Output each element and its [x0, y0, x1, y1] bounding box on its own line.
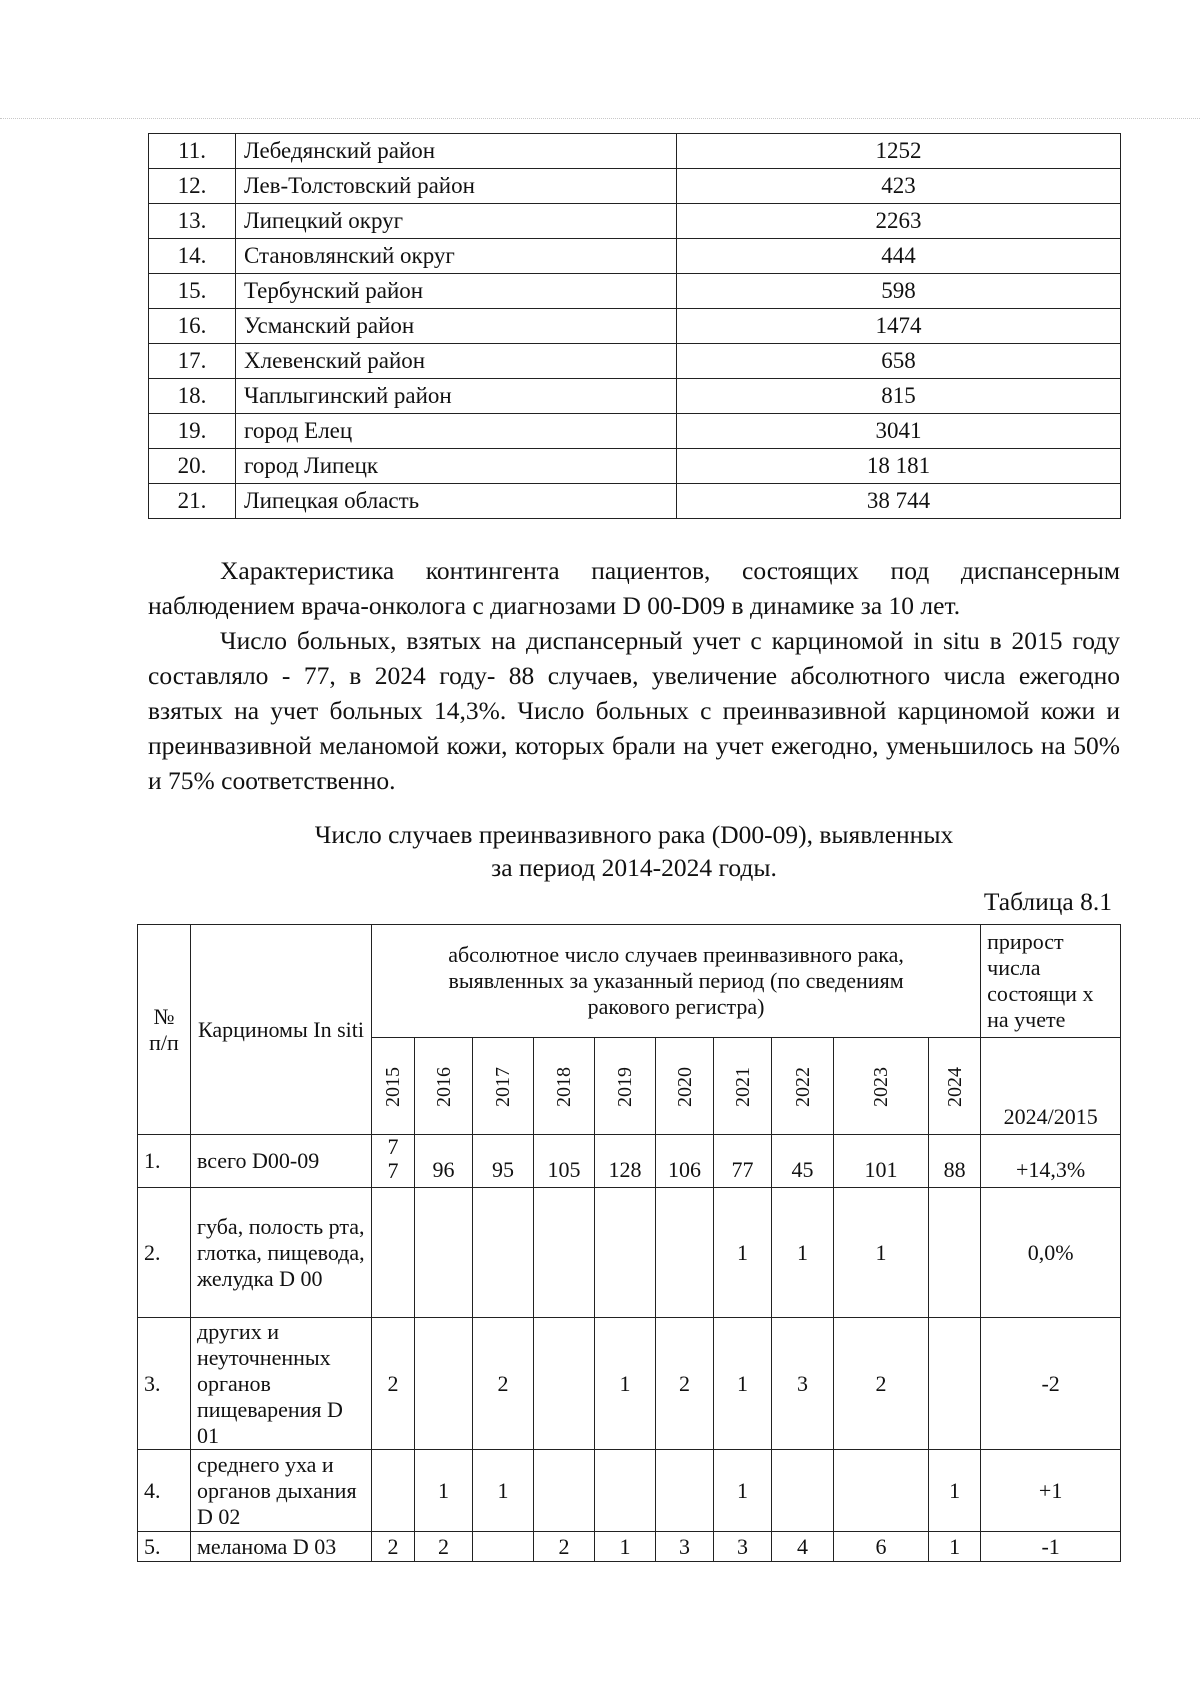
row-year-value: [595, 1450, 656, 1532]
table-caption-line1: Число случаев преинвазивного рака (D00-09), выявленных: [314, 820, 954, 849]
row-diagnosis: меланома D 03: [191, 1532, 372, 1562]
row-number: 4.: [138, 1450, 191, 1532]
row-year-value: [534, 1318, 595, 1450]
row-number: 12.: [149, 169, 236, 204]
row-number: 14.: [149, 239, 236, 274]
row-diagnosis: других и неуточненных органов пищеварения D 01: [191, 1318, 372, 1450]
district-name: Усманский район: [236, 309, 677, 344]
row-year-value: 1: [929, 1450, 981, 1532]
preinvasive-cancer-table: [137, 924, 1121, 1562]
district-name: Липецкая область: [236, 484, 677, 519]
row-year-value: 1: [929, 1532, 981, 1562]
header-year-label: 2022: [791, 1066, 814, 1107]
district-name: город Липецк: [236, 449, 677, 484]
row-number: 18.: [149, 379, 236, 414]
header-growth: прирост числа состоящи х на учете: [981, 925, 1121, 1038]
table-number-label: Таблица 8.1: [983, 887, 1112, 916]
scan-artifact-line: [0, 118, 1200, 119]
row-year-value: [929, 1188, 981, 1318]
header-year-label: 2017: [492, 1066, 514, 1107]
row-diagnosis: среднего уха и органов дыхания D 02: [191, 1450, 372, 1532]
table-row: [149, 239, 1121, 274]
header-year-label: 2020: [673, 1066, 696, 1107]
row-year-value: 1: [772, 1188, 834, 1318]
table-row: [149, 169, 1121, 204]
row-year-value: [534, 1188, 595, 1318]
row-year-value: 1: [714, 1450, 772, 1532]
row-number: 16.: [149, 309, 236, 344]
row-year-value: [534, 1450, 595, 1532]
table-caption-line2: за период 2014-2024 годы.: [491, 853, 777, 882]
district-name: Лебедянский район: [236, 134, 677, 169]
row-year-value: [772, 1450, 834, 1532]
district-name: Становлянский округ: [236, 239, 677, 274]
row-growth: -2: [981, 1318, 1121, 1450]
row-year-value: 1: [714, 1318, 772, 1450]
header-year: [534, 1038, 595, 1135]
table-row: [149, 449, 1121, 484]
header-year-label: 2019: [614, 1066, 636, 1107]
table-row: [149, 274, 1121, 309]
table-row: [149, 344, 1121, 379]
table-row: [149, 134, 1121, 169]
district-value: 2263: [677, 204, 1121, 239]
row-year-value: 128: [595, 1135, 656, 1188]
table-row: [138, 1450, 1121, 1532]
header-year-label: 2023: [870, 1066, 892, 1107]
row-year-value: 105: [534, 1135, 595, 1188]
row-year-value: [595, 1188, 656, 1318]
row-year-value: 2: [415, 1532, 473, 1562]
row-year-value: 2: [656, 1318, 714, 1450]
row-year-value: [656, 1450, 714, 1532]
header-year: [772, 1038, 834, 1135]
district-name: Хлевенский район: [236, 344, 677, 379]
row-year-value: 2: [834, 1318, 929, 1450]
table-row: [149, 204, 1121, 239]
district-value: 18 181: [677, 449, 1121, 484]
row-year-value: 88: [929, 1135, 981, 1188]
row-year-value: 45: [772, 1135, 834, 1188]
row-growth: +1: [981, 1450, 1121, 1532]
row-year-value: 106: [656, 1135, 714, 1188]
table-row: [149, 484, 1121, 519]
header-year: [656, 1038, 714, 1135]
header-year: [714, 1038, 772, 1135]
district-value: 38 744: [677, 484, 1121, 519]
header-year: [929, 1038, 981, 1135]
header-year-label: 2024: [943, 1066, 966, 1107]
row-year-value: 101: [834, 1135, 929, 1188]
row-year-value: 2: [534, 1532, 595, 1562]
row-year-value: 95: [473, 1135, 534, 1188]
district-value: 1474: [677, 309, 1121, 344]
header-year: [834, 1038, 929, 1135]
header-growth-period: 2024/2015: [981, 1038, 1121, 1135]
row-year-value: 77: [714, 1135, 772, 1188]
row-year-value: 3: [656, 1532, 714, 1562]
district-name: город Елец: [236, 414, 677, 449]
header-year: [473, 1038, 534, 1135]
row-year-value: 4: [772, 1532, 834, 1562]
row-growth: 0,0%: [981, 1188, 1121, 1318]
row-year-value: 2: [372, 1318, 415, 1450]
districts-table-body: [149, 134, 1121, 519]
row-year-value: 2: [473, 1318, 534, 1450]
district-value: 444: [677, 239, 1121, 274]
row-diagnosis: всего D00-09: [191, 1135, 372, 1188]
row-year-value: 96: [415, 1135, 473, 1188]
district-value: 3041: [677, 414, 1121, 449]
row-year-value: [656, 1188, 714, 1318]
paragraph-contingent: Характеристика контингента пациентов, состоящих под диспансерным наблюдением врача-онколога с диагнозами D 00-D09 в динамике за 10 лет.: [148, 556, 1120, 620]
row-number: 3.: [138, 1318, 191, 1450]
row-number: 13.: [149, 204, 236, 239]
district-value: 423: [677, 169, 1121, 204]
preinvasive-table-body: [138, 1135, 1121, 1562]
paragraph-in-situ-stats: Число больных, взятых на диспансерный учет с карциномой in situ в 2015 году составляло - 77, в 2024 году- 88 случаев, увеличение абсолютного числа ежегодно взятых на учет больных 14,3%. Число больных с преинвазивной карциномой кожи и преинвазивной меланомой кожи, которых брали на учет ежегодно, уменьшилось на 50% и 75% соответственно.: [148, 626, 1120, 795]
header-num: № п/п: [138, 925, 191, 1135]
header-group: абсолютное число случаев преинвазивного рака, выявленных за указанный период (по сведениям ракового регистра): [372, 925, 981, 1038]
row-number: 19.: [149, 414, 236, 449]
row-year-value: [929, 1318, 981, 1450]
row-year-value: 3: [714, 1532, 772, 1562]
table-row: [138, 1532, 1121, 1562]
row-growth: -1: [981, 1532, 1121, 1562]
row-number: 17.: [149, 344, 236, 379]
row-diagnosis: губа, полость рта, глотка, пищевода, желудка D 00: [191, 1188, 372, 1318]
header-year-label: 2018: [553, 1066, 575, 1107]
district-name: Липецкий округ: [236, 204, 677, 239]
table-row: [138, 1135, 1121, 1188]
row-year-value: [415, 1318, 473, 1450]
header-name: Карциномы In siti: [191, 925, 372, 1135]
district-name: Тербунский район: [236, 274, 677, 309]
district-value: 1252: [677, 134, 1121, 169]
row-year-value: 1: [834, 1188, 929, 1318]
row-number: 11.: [149, 134, 236, 169]
row-number: 15.: [149, 274, 236, 309]
district-name: Лев-Толстовский район: [236, 169, 677, 204]
row-number: 1.: [138, 1135, 191, 1188]
header-year: [372, 1038, 415, 1135]
district-value: 658: [677, 344, 1121, 379]
row-year-value: [372, 1450, 415, 1532]
table-row: [149, 309, 1121, 344]
row-year-value: 3: [772, 1318, 834, 1450]
row-year-value: 1: [714, 1188, 772, 1318]
districts-table: [148, 133, 1121, 519]
header-year-label: 2021: [731, 1066, 754, 1107]
table-row: [149, 379, 1121, 414]
row-year-value: 77: [372, 1135, 415, 1188]
row-year-value: [372, 1188, 415, 1318]
row-year-value: [834, 1450, 929, 1532]
row-year-value: 2: [372, 1532, 415, 1562]
row-year-value: [473, 1188, 534, 1318]
header-year-label: 2016: [432, 1066, 455, 1107]
row-number: 5.: [138, 1532, 191, 1562]
row-year-value: 1: [595, 1318, 656, 1450]
row-number: 20.: [149, 449, 236, 484]
row-year-value: 1: [415, 1450, 473, 1532]
header-year: [415, 1038, 473, 1135]
table-row: [138, 1318, 1121, 1450]
row-year-value: 1: [595, 1532, 656, 1562]
row-year-value: 1: [473, 1450, 534, 1532]
district-name: Чаплыгинский район: [236, 379, 677, 414]
row-growth: +14,3%: [981, 1135, 1121, 1188]
row-number: 2.: [138, 1188, 191, 1318]
district-value: 598: [677, 274, 1121, 309]
header-year: [595, 1038, 656, 1135]
table-row: [149, 414, 1121, 449]
row-year-value: [415, 1188, 473, 1318]
row-year-value: 6: [834, 1532, 929, 1562]
row-number: 21.: [149, 484, 236, 519]
header-year-label: 2015: [382, 1066, 404, 1107]
table-row: [138, 1188, 1121, 1318]
row-year-value: [473, 1532, 534, 1562]
district-value: 815: [677, 379, 1121, 414]
